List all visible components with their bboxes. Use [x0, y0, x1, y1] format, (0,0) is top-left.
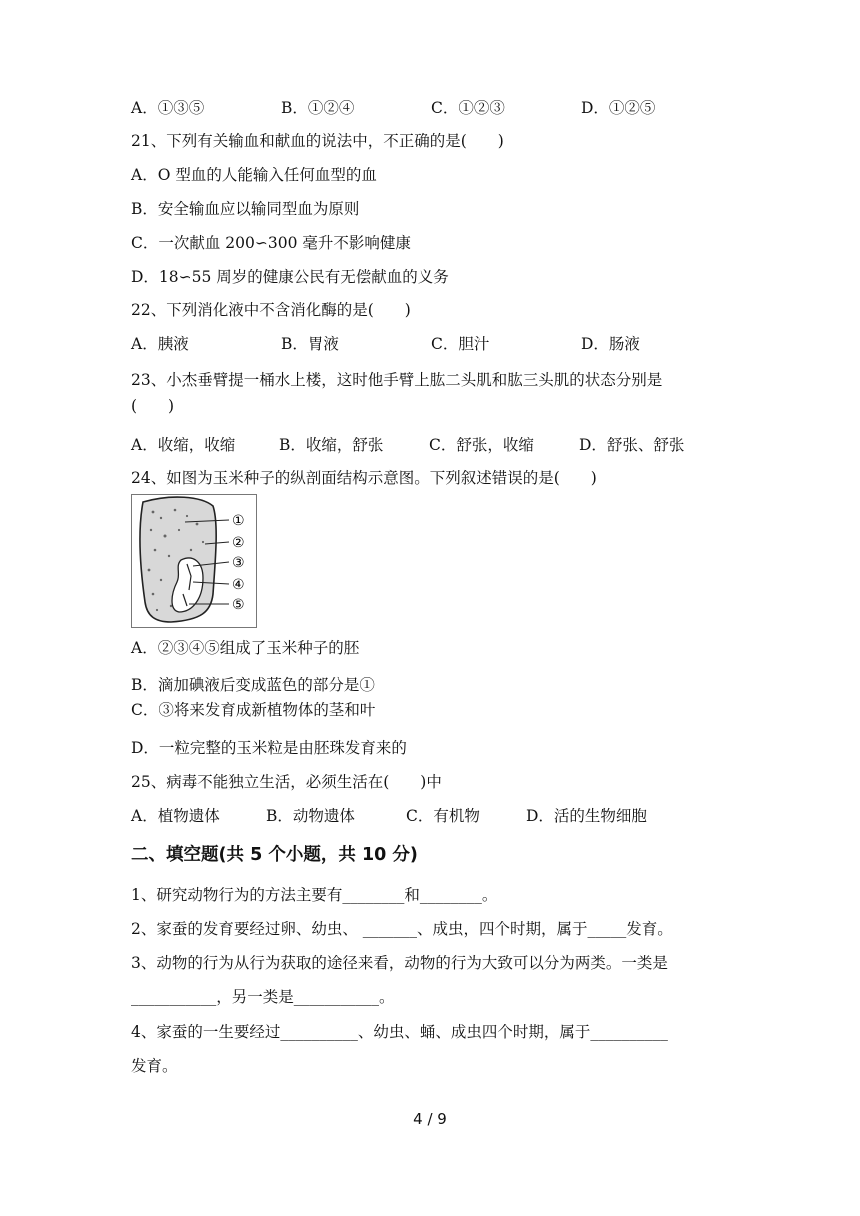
q23-stem-line1: 23、小杰垂臂提一桶水上楼，这时他手臂上肱二头肌和肱三头肌的状态分别是 — [131, 371, 663, 389]
q20-option-b: B．①②④ — [281, 99, 355, 117]
q20-option-c: C．①②③ — [431, 99, 505, 117]
fill-item-2: 2、家蚕的发育要经过卵、幼虫、 _______、成虫，四个时期，属于_____发育。 — [131, 920, 673, 938]
fill-item-4-line1: 4、家蚕的一生要经过__________、幼虫、蛹、成虫四个时期，属于__________ — [131, 1023, 668, 1041]
q25-option-b: B．动物遗体 — [266, 807, 355, 825]
q21-option-d: D．18∽55 周岁的健康公民有无偿献血的义务 — [131, 268, 449, 286]
fill-item-4-line2: 发育。 — [131, 1057, 178, 1075]
q23-option-b: B．收缩，舒张 — [279, 436, 384, 454]
q23-option-d: D．舒张、舒张 — [579, 436, 685, 454]
page-number: 4 / 9 — [413, 1110, 447, 1128]
section-heading: 二、填空题(共 5 个小题，共 10 分) — [131, 845, 418, 865]
q23-option-c: C．舒张，收缩 — [429, 436, 534, 454]
q24-option-d: D．一粒完整的玉米粒是由胚珠发育来的 — [131, 739, 407, 757]
q22-option-c: C．胆汁 — [431, 335, 490, 353]
q22-option-b: B．胃液 — [281, 335, 339, 353]
q21-option-a: A．O 型血的人能输入任何血型的血 — [131, 166, 377, 184]
q24-stem: 24、如图为玉米种子的纵剖面结构示意图。下列叙述错误的是( ) — [131, 469, 597, 487]
label-5: ⑤ — [232, 597, 245, 613]
q22-option-d: D．肠液 — [581, 335, 640, 353]
label-1: ① — [232, 513, 245, 529]
fill-item-1: 1、研究动物行为的方法主要有________和________。 — [131, 886, 498, 904]
q25-option-a: A．植物遗体 — [131, 807, 220, 825]
q21-option-b: B．安全输血应以输同型血为原则 — [131, 200, 360, 218]
q23-option-a: A．收缩，收缩 — [131, 436, 236, 454]
q25-option-d: D．活的生物细胞 — [526, 807, 647, 825]
q25-option-c: C．有机物 — [406, 807, 480, 825]
q20-option-d: D．①②⑤ — [581, 99, 656, 117]
q24-option-c: C．③将来发育成新植物体的茎和叶 — [131, 701, 376, 719]
corn-seed-diagram — [131, 494, 257, 628]
q21-stem: 21、下列有关输血和献血的说法中，不正确的是( ) — [131, 132, 504, 150]
q20-option-a: A．①③⑤ — [131, 99, 205, 117]
q25-stem: 25、病毒不能独立生活，必须生活在( )中 — [131, 773, 442, 791]
label-4: ④ — [232, 577, 245, 593]
q24-option-b: B．滴加碘液后变成蓝色的部分是① — [131, 676, 375, 694]
q21-option-c: C．一次献血 200∽300 毫升不影响健康 — [131, 234, 411, 252]
q23-stem-line2: ( ) — [131, 397, 175, 415]
q22-option-a: A．胰液 — [131, 335, 189, 353]
label-3: ③ — [232, 555, 245, 571]
fill-item-3-line1: 3、动物的行为从行为获取的途径来看，动物的行为大致可以分为两类。一类是 — [131, 954, 668, 972]
label-2: ② — [232, 535, 245, 551]
fill-item-3-line2: ___________，另一类是___________。 — [131, 988, 395, 1006]
q24-option-a: A．②③④⑤组成了玉米种子的胚 — [131, 639, 360, 657]
q22-stem: 22、下列消化液中不含消化酶的是( ) — [131, 301, 411, 319]
